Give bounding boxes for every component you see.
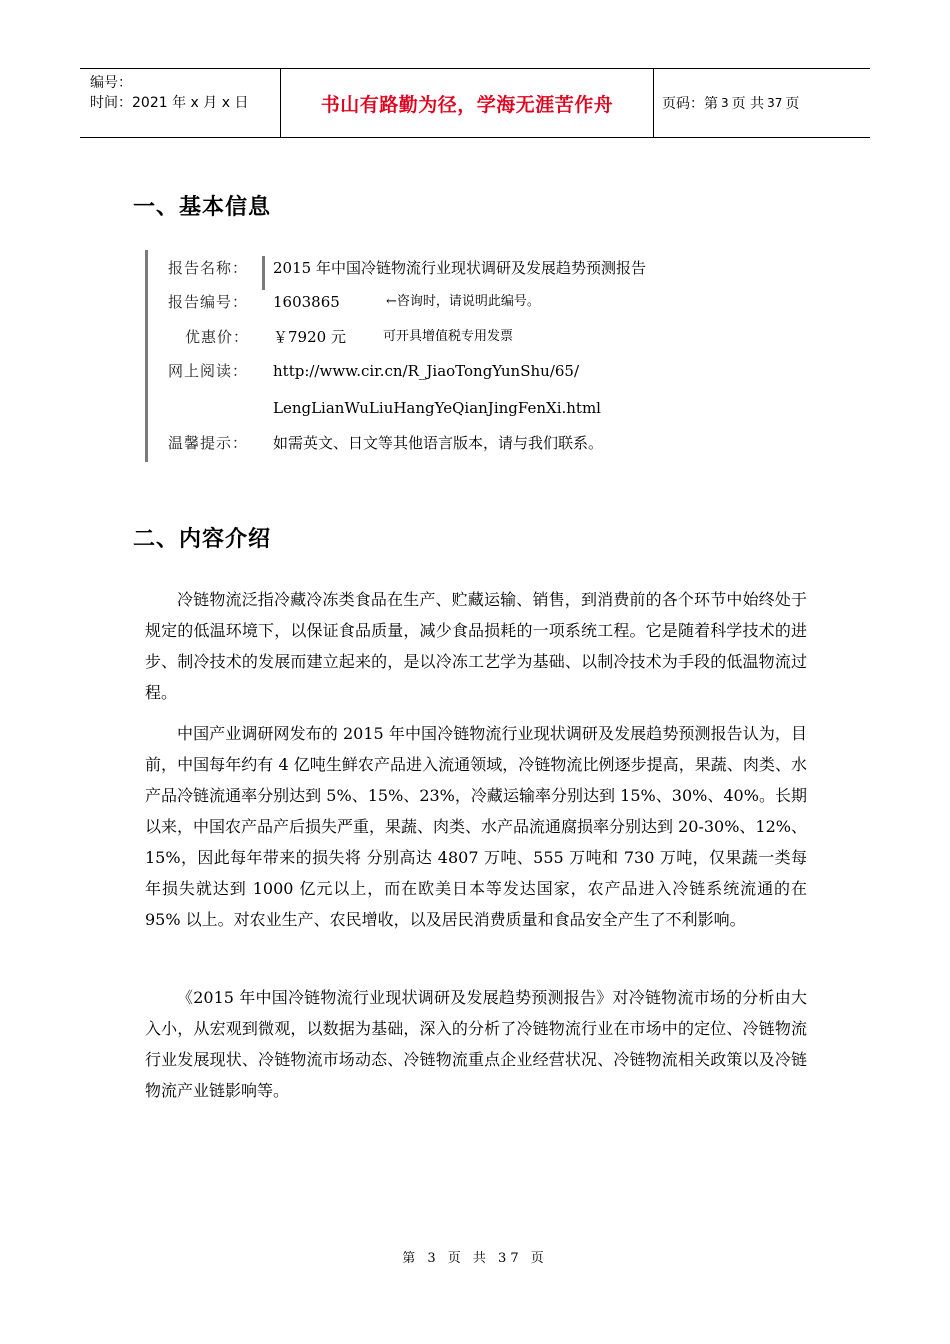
price-value: ￥7920 元 bbox=[273, 328, 346, 346]
header-page-info bbox=[654, 69, 870, 137]
report-name-value: 2015 年中国冷链物流行业现状调研及发展趋势预测报告 bbox=[273, 259, 646, 277]
intro-paragraph-3: 《2015 年中国冷链物流行业现状调研及发展趋势预测报告》对冷链物流市场的分析由大入小，从宏观到微观，以数据为基础，深入的分析了冷链物流行业在市场中的定位、冷链物流行业发展现状、冷链物流市场动态、冷链物流重点企业经营状况、冷链物流相关政策以及冷链物流产业链影响等。 bbox=[145, 988, 807, 1100]
page-total: 37 bbox=[767, 96, 783, 110]
url-line-2[interactable]: LengLianWuLiuHangYeQianJingFenXi.html bbox=[273, 399, 601, 417]
price-note: 可开具增值税专用发票 bbox=[383, 329, 514, 344]
header-motto: 书山有路勤为径，学海无涯苦作舟 bbox=[281, 69, 654, 137]
page-suffix: 页 bbox=[785, 96, 800, 112]
page-prefix: 页码：第 bbox=[662, 96, 718, 112]
url-label: 网上阅读： bbox=[168, 362, 249, 380]
report-code-note: ←咨询时，请说明此编号。 bbox=[386, 294, 540, 309]
date-label: 时间：2021 年 x 月 x 日 bbox=[90, 95, 249, 111]
page-mid: 页 共 bbox=[731, 96, 765, 112]
page-current: 3 bbox=[721, 96, 729, 110]
header-left-cell bbox=[80, 69, 281, 137]
url-line-1[interactable]: http://www.cir.cn/R_JiaoTongYunShu/65/ bbox=[273, 362, 580, 380]
intro-paragraph-1: 冷链物流泛指冷藏冷冻类食品在生产、贮藏运输、销售，到消费前的各个环节中始终处于规定的低温环境下，以保证食品质量，减少食品损耗的一项系统工程。它是随着科学技术的进步、制冷技术的发展而建立起来的，是以冷冻工艺学为基础、以制冷技术为手段的低温物流过程。 bbox=[145, 590, 807, 702]
intro-paragraph-2: 中国产业调研网发布的 2015 年中国冷链物流行业现状调研及发展趋势预测报告认为，目 前，中国每年约有 4 亿吨生鲜农产品进入流通领域，冷链物流比例逐步提高，果蔬、肉类、水产品冷链流通率分别达到 5%、15%、23%，冷藏运输率分别达到 15%、30%、40%。长期以来，中国农产品产后损失严重，果蔬、肉类、水产品流通腐损率分别达到 20-30%、12%、15%，因此每年带来的损失将 分别高达 4807 万吨、555 万吨和 730 万吨，仅果蔬一类每年损失就达到 1000 亿元以上，而在欧美日本等发达国家，农产品进入冷链系统流通的在 95% 以上。对农业生产、农民增收，以及居民消费质量和食品安全产生了不利影响。 bbox=[145, 724, 807, 929]
report-code-value: 1603865 bbox=[273, 293, 340, 311]
report-code-label: 报告编号： bbox=[168, 293, 249, 311]
value-divider bbox=[262, 256, 265, 290]
basic-info-block bbox=[145, 250, 808, 462]
price-label: 优惠价： bbox=[185, 328, 250, 346]
serial-label: 编号： bbox=[90, 75, 132, 91]
section-title-basic-info: 一、基本信息 bbox=[133, 195, 272, 220]
section-title-content-intro: 二、内容介绍 bbox=[133, 527, 272, 552]
tip-value: 如需英文、日文等其他语言版本，请与我们联系。 bbox=[273, 434, 604, 452]
tip-label: 温馨提示： bbox=[168, 434, 249, 452]
page-header bbox=[80, 68, 870, 138]
report-name-label: 报告名称： bbox=[168, 259, 249, 277]
page-footer: 第 3 页 共 37 页 bbox=[402, 1251, 548, 1266]
